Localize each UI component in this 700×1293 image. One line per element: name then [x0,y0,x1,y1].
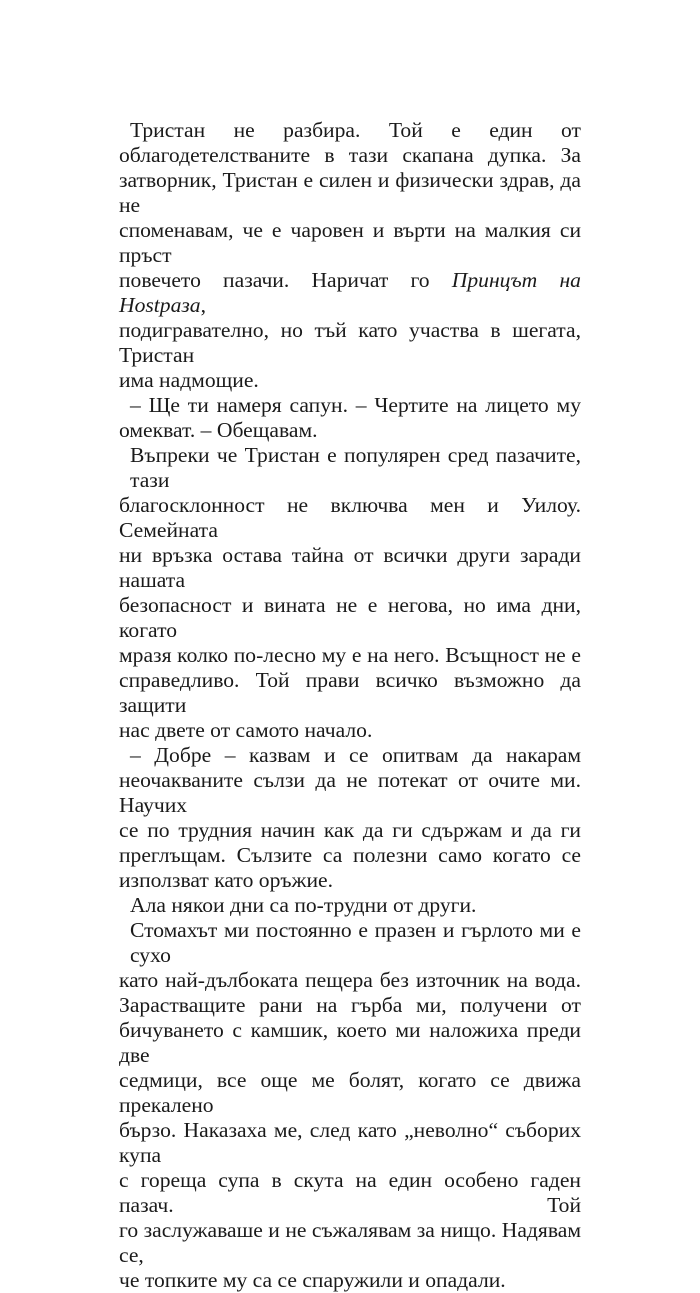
text-line: че топките му са се спаружили и опадали. [119,1268,506,1292]
paragraph-3 [119,443,581,743]
text-line: – Ще ти намеря сапун. – Чертите на лицето му [130,393,581,417]
text-line: Зарастващите рани на гърба ми, получени от [119,993,581,1017]
text-line: мразя колко по-лесно му е на него. Всъщност не е [119,643,581,667]
text-line: като най-дълбоката пещера без източник на вода. [119,968,581,992]
paragraph-2 [119,393,581,443]
book-page [119,118,581,1293]
text-line: има надмощие. [119,368,259,392]
text-line: използват като оръжие. [119,868,333,892]
paragraph-5 [119,893,581,918]
text-line: го заслужаваше и не съжалявам за нищо. Надявам се, [119,1218,581,1267]
text-line: Тристан не разбира. Той е един от [130,118,581,142]
text-line: бичуването с камшик, което ми наложиха преди две [119,1018,581,1067]
text-segment: , [200,293,207,317]
text-line: Стомахът ми постоянно е празен и гърлото ми е сухо [130,918,581,967]
text-line: подигравателно, но тъй като участва в шегата, Тристан [119,318,581,367]
text-line: бързо. Наказаха ме, след като „неволно“ съборих купа [119,1118,581,1167]
paragraph-6 [119,918,581,1293]
text-line: преглъщам. Сълзите са полезни само когато се [119,843,581,867]
text-line: Ала някои дни са по-трудни от други. [130,893,477,917]
text-line: благосклонност не включва мен и Уилоу. Семейната [119,493,581,542]
text-line: облагодетелстваните в тази скапана дупка. За [119,143,581,167]
text-line: нас двете от самото начало. [119,718,373,742]
italic-phrase: Принцът на Нostраза [119,268,581,317]
text-line: ни връзка остава тайна от всички други заради нашата [119,543,581,592]
text-line: Въпреки че Тристан е популярен сред пазачите, тази [130,443,581,492]
text-line-with-italic [119,268,581,318]
text-line: – Добре – казвам и се опитвам да накарам [130,743,581,767]
text-line: омекват. – Обещавам. [119,418,318,442]
paragraph-1 [119,118,581,393]
text-line: с гореща супа в скута на един особено гаден пазач. Той [119,1168,581,1217]
text-line: споменавам, че е чаровен и върти на малкия си пръст [119,218,581,267]
text-line: се по трудния начин как да ги сдържам и да ги [119,818,581,842]
text-line: безопасност и вината не е негова, но има дни, когато [119,593,581,642]
text-segment: повечето пазачи. Наричат го [119,268,452,292]
text-line: неочакваните сълзи да не потекат от очите ми. Научих [119,768,581,817]
text-line: справедливо. Той прави всичко възможно да защити [119,668,581,717]
text-line: седмици, все още ме болят, когато се движа прекалено [119,1068,581,1117]
paragraph-4 [119,743,581,893]
text-line: затворник, Тристан е силен и физически здрав, да не [119,168,581,217]
